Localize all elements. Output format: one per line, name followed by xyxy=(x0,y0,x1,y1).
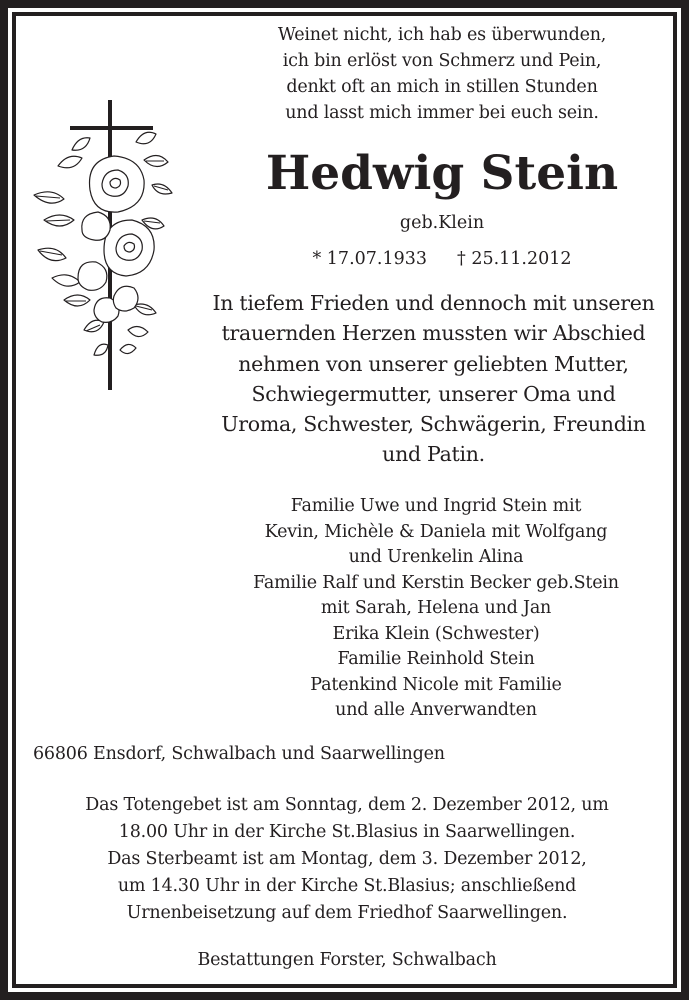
mourner-line: Kevin, Michèle & Daniela mit Wolfgang xyxy=(264,521,608,542)
service-line: Das Sterbeamt ist am Montag, dem 3. Dezember 2012, xyxy=(107,849,587,869)
death-symbol: † xyxy=(457,249,466,269)
birth-date: 17.07.1933 xyxy=(326,249,427,269)
birth-symbol: * xyxy=(312,249,322,269)
condolence-message xyxy=(176,288,689,470)
message-line: und Patin. xyxy=(382,442,485,467)
mourner-line: und Urenkelin Alina xyxy=(348,547,524,567)
poem-line: Weinet nicht, ich hab es überwunden, xyxy=(277,25,607,45)
mourner-line: Erika Klein (Schwester) xyxy=(332,623,540,644)
mourner-line: und alle Anverwandten xyxy=(335,700,537,720)
message-line: nehmen von unserer geliebten Mutter, xyxy=(238,351,629,376)
service-info xyxy=(22,792,672,927)
mourner-line: Familie Uwe und Ingrid Stein mit xyxy=(290,496,582,516)
mourner-line: Familie Reinhold Stein xyxy=(337,649,535,669)
mourners-list xyxy=(196,494,676,724)
death-date: 25.11.2012 xyxy=(471,249,572,269)
poem-line: denkt oft an mich in stillen Stunden xyxy=(286,77,598,97)
message-line: In tiefem Frieden und dennoch mit unseren xyxy=(212,291,655,315)
maiden-name: geb.Klein xyxy=(399,213,485,233)
service-line: Urnenbeisetzung auf dem Friedhof Saarwellingen. xyxy=(126,903,568,923)
service-line: um 14.30 Uhr in der Kirche St.Blasius; anschließend xyxy=(117,876,577,896)
mourner-line: mit Sarah, Helena und Jan xyxy=(320,598,552,618)
undertaker: Bestattungen Forster, Schwalbach xyxy=(197,950,497,970)
deceased-name: Hedwig Stein xyxy=(265,146,619,201)
message-line: Uroma, Schwester, Schwägerin, Freundin xyxy=(221,412,646,437)
service-line: 18.00 Uhr in der Kirche St.Blasius in Saarwellingen. xyxy=(118,822,576,842)
address: 66806 Ensdorf, Schwalbach und Saarwellingen xyxy=(33,744,445,764)
poem xyxy=(212,22,672,126)
message-line: trauernden Herzen mussten wir Abschied xyxy=(221,321,646,346)
cross-with-roses-icon xyxy=(24,100,184,392)
service-line: Das Totengebet ist am Sonntag, dem 2. Dezember 2012, um xyxy=(85,795,609,815)
poem-line: und lasst mich immer bei euch sein. xyxy=(285,103,599,123)
life-dates xyxy=(212,246,672,272)
obituary-card xyxy=(16,16,673,984)
mourner-line: Familie Ralf und Kerstin Becker geb.Stein xyxy=(253,572,619,593)
poem-line: ich bin erlöst von Schmerz und Pein, xyxy=(282,51,602,71)
message-line: Schwiegermutter, unserer Oma und xyxy=(251,381,616,406)
mourner-line: Patenkind Nicole mit Familie xyxy=(310,674,562,695)
